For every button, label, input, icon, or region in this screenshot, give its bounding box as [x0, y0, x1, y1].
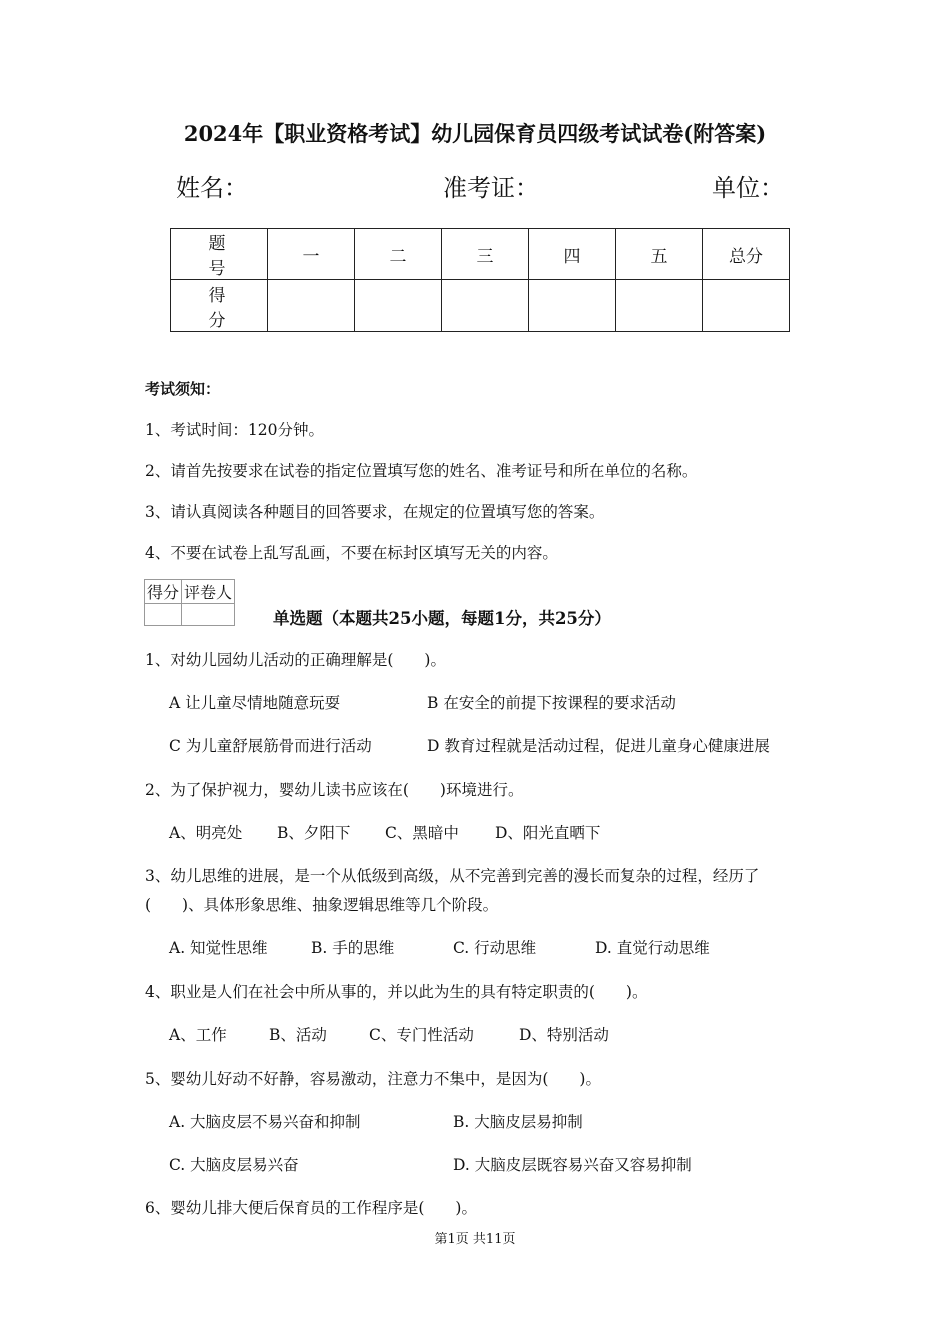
question-4-option-d: D、特别活动 — [519, 1026, 609, 1044]
section-3-header: 三 — [442, 229, 529, 280]
question-4-option-a: A、工作 — [169, 1026, 227, 1044]
page-number-footer: 第1页 共11页 — [434, 1232, 516, 1247]
grader-box — [144, 579, 235, 626]
question-5-option-b: B. 大脑皮层易抑制 — [453, 1113, 583, 1131]
question-1-option-b: B 在安全的前提下按课程的要求活动 — [427, 694, 676, 712]
question-5-stem: 5、婴幼儿好动不好静，容易激动，注意力不集中，是因为( )。 — [145, 1070, 601, 1088]
section-1-header: 一 — [268, 229, 355, 280]
question-3-option-c: C. 行动思维 — [453, 939, 537, 957]
score-cell[interactable] — [355, 280, 442, 332]
grader-reviewer-label: 评卷人 — [182, 580, 235, 604]
question-4-option-b: B、活动 — [269, 1026, 327, 1044]
score-cell[interactable] — [703, 280, 790, 332]
section-title: 单选题（本题共25小题，每题1分，共25分） — [273, 609, 611, 628]
grader-score-cell[interactable] — [145, 604, 182, 626]
question-1-stem: 1、对幼儿园幼儿活动的正确理解是( )。 — [145, 651, 446, 669]
question-1-option-a: A 让儿童尽情地随意玩耍 — [169, 694, 341, 712]
score-cell[interactable] — [616, 280, 703, 332]
grader-reviewer-cell[interactable] — [182, 604, 235, 626]
question-4-stem: 4、职业是人们在社会中所从事的，并以此为生的具有特定职责的( )。 — [145, 983, 648, 1001]
total-header: 总分 — [703, 229, 790, 280]
notice-item: 2、请首先按要求在试卷的指定位置填写您的姓名、准考证号和所在单位的名称。 — [145, 462, 698, 480]
question-3-option-b: B. 手的思维 — [311, 939, 395, 957]
grader-score-label: 得分 — [145, 580, 182, 604]
question-3-option-d: D. 直觉行动思维 — [595, 939, 710, 957]
score-label: 得 分 — [171, 280, 268, 332]
score-cell[interactable] — [268, 280, 355, 332]
notice-item: 4、不要在试卷上乱写乱画，不要在标封区填写无关的内容。 — [145, 544, 558, 562]
question-3-stem-line-2: ( )、具体形象思维、抽象逻辑思维等几个阶段。 — [145, 896, 499, 914]
question-2-stem: 2、为了保护视力，婴幼儿读书应该在( )环境进行。 — [145, 781, 524, 799]
score-table-header-row — [171, 229, 790, 280]
notice-item: 3、请认真阅读各种题目的回答要求，在规定的位置填写您的答案。 — [145, 503, 605, 521]
question-5-option-d: D. 大脑皮层既容易兴奋又容易抑制 — [453, 1156, 692, 1174]
question-2-option-b: B、夕阳下 — [277, 824, 351, 842]
question-1-option-c: C 为儿童舒展筋骨而进行活动 — [169, 737, 372, 755]
question-3-option-a: A. 知觉性思维 — [169, 939, 268, 957]
notice-heading: 考试须知： — [145, 380, 221, 398]
question-3-stem-line-1: 3、幼儿思维的进展，是一个从低级到高级，从不完善到完善的漫长而复杂的过程，经历了 — [145, 867, 760, 885]
question-5-option-c: C. 大脑皮层易兴奋 — [169, 1156, 299, 1174]
score-table-score-row — [171, 280, 790, 332]
question-2-option-c: C、黑暗中 — [385, 824, 459, 842]
notice-item: 1、考试时间：120分钟。 — [145, 421, 324, 439]
score-cell[interactable] — [529, 280, 616, 332]
question-6-stem: 6、婴幼儿排大便后保育员的工作程序是( )。 — [145, 1199, 477, 1217]
question-number-label: 题 号 — [171, 229, 268, 280]
score-cell[interactable] — [442, 280, 529, 332]
exam-id-field-label: 准考证： — [443, 174, 539, 202]
question-2-option-a: A、明亮处 — [169, 824, 243, 842]
section-5-header: 五 — [616, 229, 703, 280]
name-field-label: 姓名： — [176, 174, 248, 202]
section-4-header: 四 — [529, 229, 616, 280]
question-2-option-d: D、阳光直晒下 — [495, 824, 601, 842]
question-1-option-d: D 教育过程就是活动过程，促进儿童身心健康进展 — [427, 737, 770, 755]
question-4-option-c: C、专门性活动 — [369, 1026, 474, 1044]
page-title: 2024年【职业资格考试】幼儿园保育员四级考试试卷(附答案) — [183, 121, 767, 146]
score-table — [170, 228, 790, 332]
section-2-header: 二 — [355, 229, 442, 280]
unit-field-label: 单位： — [712, 174, 784, 202]
question-5-option-a: A. 大脑皮层不易兴奋和抑制 — [169, 1113, 361, 1131]
